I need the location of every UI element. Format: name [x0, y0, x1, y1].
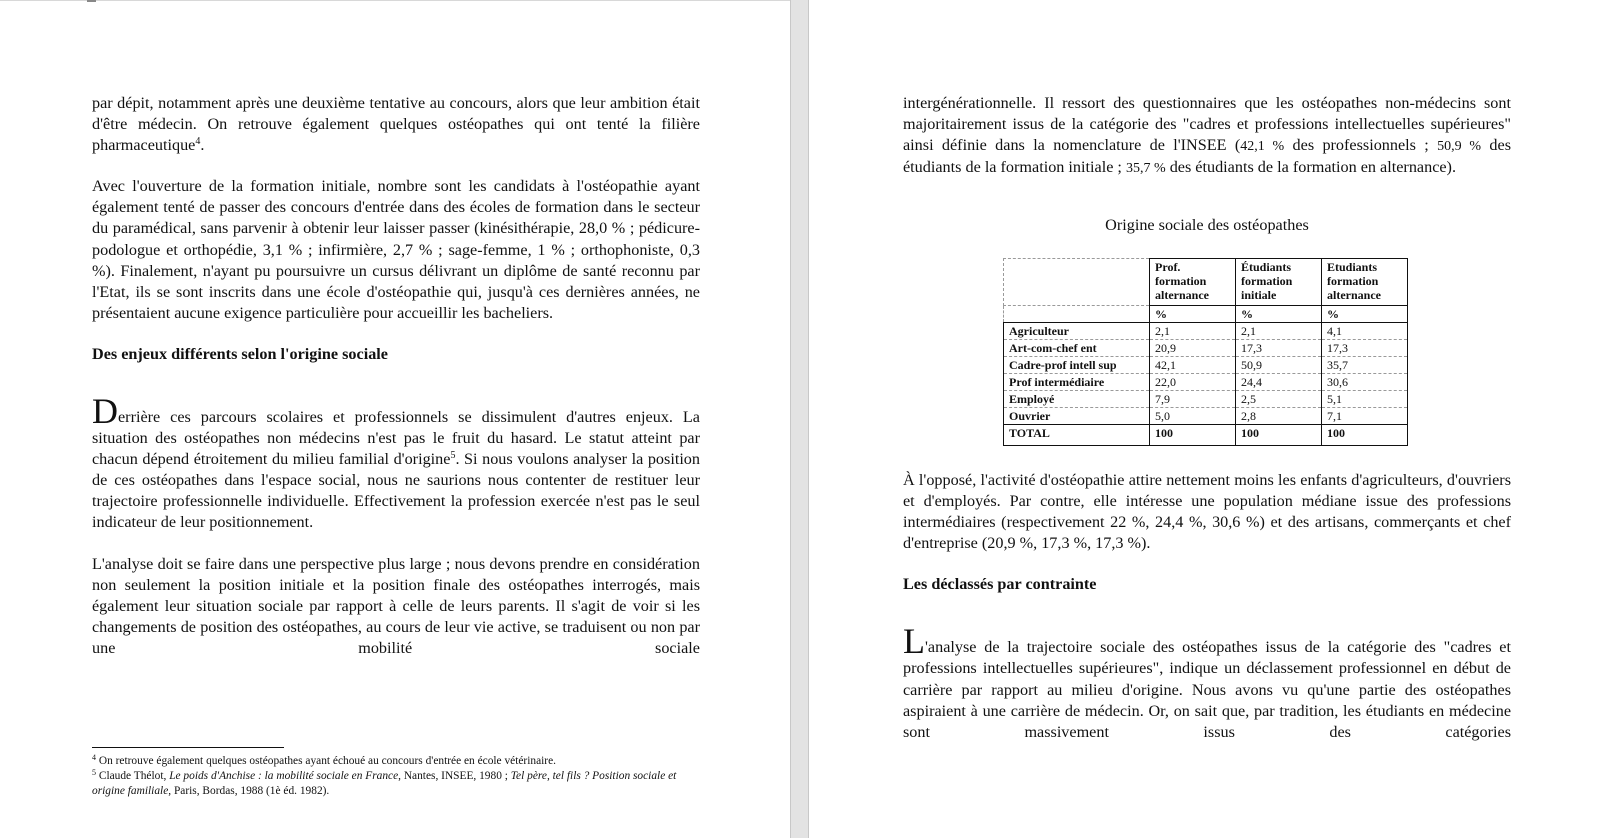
- cell-value: 7,9: [1150, 391, 1236, 408]
- paragraph: [903, 621, 1511, 742]
- footnote-text: On retrouve également quelques ostéopathes ayant échoué au concours d'entrée en école vétérinaire.: [96, 755, 557, 767]
- row-label: Agriculteur: [1004, 323, 1150, 340]
- table-row: [1004, 340, 1408, 357]
- cell-value: 7,1: [1322, 408, 1408, 425]
- row-label: Employé: [1004, 391, 1150, 408]
- paragraph-text: des étudiants de la formation initiale ;: [903, 136, 1512, 177]
- paragraph-text: errière ces parcours scolaires et professionnels se dissimulent d'autres enjeux. La situation des ostéopathes non médecins n'est pas le fruit du hasard. Le statut atteint par chacun dépend étroitement du milieu familial d'origine: [92, 407, 700, 469]
- row-label: Cadre-prof intell sup: [1004, 357, 1150, 374]
- column-header: Étudiants formation initiale: [1236, 259, 1322, 306]
- paragraph: À l'opposé, l'activité d'ostéopathie attire nettement moins les enfants d'agriculteurs, d'ouvriers et d'employés. Par contre, elle intéresse une population médiane issue des professions intermédiaires (respectivement 22 %, 24,4 %, 30,6 %) et des artisans, commerçants et chef d'entreprise (20,9 %, 17,3 %, 17,3 %).: [903, 471, 1511, 553]
- drop-cap: L: [903, 621, 925, 662]
- cell-value: 35,7: [1322, 357, 1408, 374]
- cell-value: 100: [1150, 425, 1236, 446]
- paragraph: [92, 93, 700, 156]
- cell-value: 2,1: [1150, 323, 1236, 340]
- table-row: [1004, 323, 1408, 340]
- cell-value: 2,5: [1236, 391, 1322, 408]
- unit-cell: %: [1236, 306, 1322, 323]
- column-header: Etudiants formation alternance: [1322, 259, 1408, 306]
- cell-value: 100: [1236, 425, 1322, 446]
- unit-cell: %: [1322, 306, 1408, 323]
- column-header: Prof. formation alternance: [1150, 259, 1236, 306]
- row-label: Prof intermédiaire: [1004, 374, 1150, 391]
- paragraph-text: .: [200, 136, 205, 155]
- book-title: Le poids d'Anchise : la mobilité sociale en France: [169, 770, 399, 782]
- cell-value: 2,8: [1236, 408, 1322, 425]
- paragraph-text: par dépit, notamment après une deuxième tentative au concours, alors que leur ambition était d'être médecin. On retrouve également quelques ostéopathes qui ont tenté la filière pharmaceutique: [92, 94, 700, 155]
- row-label: Ouvrier: [1004, 408, 1150, 425]
- cell-value: 20,9: [1150, 340, 1236, 357]
- cell-value: 17,3: [1236, 340, 1322, 357]
- stat-value: 50,9 %: [1437, 139, 1482, 155]
- cell-value: 17,3: [1322, 340, 1408, 357]
- footnote-ref-5[interactable]: 5: [450, 450, 456, 462]
- table-title: Origine sociale des ostéopathes: [1105, 216, 1309, 234]
- table-header-row: [1004, 259, 1408, 306]
- paragraph-text: des professionnels ;: [1284, 136, 1438, 155]
- cell-value: 42,1: [1150, 357, 1236, 374]
- table-row: [1004, 408, 1408, 425]
- table-row: [1004, 374, 1408, 391]
- footnote-4: [92, 754, 702, 769]
- cell-value: 5,0: [1150, 408, 1236, 425]
- text-column: [92, 93, 700, 659]
- drop-cap: D: [92, 390, 118, 431]
- cell-value: 30,6: [1322, 374, 1408, 391]
- table-row: [1004, 391, 1408, 408]
- paragraph-text: intergénérationnelle. Il ressort des questionnaires que les ostéopathes non-médecins sont majoritairement issus de la catégorie des "cadres et professions intellectuelles supérieures" ainsi définie dans la nomenclature de l'INSEE (: [903, 94, 1511, 155]
- ruler-marker: [87, 0, 96, 2]
- table-corner-cell: [1004, 306, 1150, 323]
- row-label: Art-com-chef ent: [1004, 340, 1150, 357]
- table-unit-row: [1004, 306, 1408, 323]
- cell-value: 22,0: [1150, 374, 1236, 391]
- page-top-edge: [0, 0, 790, 1]
- table-caption-wrap: [903, 215, 1511, 236]
- cell-value: 2,1: [1236, 323, 1322, 340]
- document-page-left: [0, 0, 790, 838]
- footnotes: [92, 754, 702, 799]
- footnote-5: [92, 769, 702, 799]
- footnote-separator: [92, 747, 284, 748]
- table-row: [1004, 357, 1408, 374]
- row-label: TOTAL: [1004, 425, 1150, 446]
- footnote-number: 5: [92, 768, 96, 777]
- paragraph: [903, 93, 1511, 179]
- section-heading: Des enjeux différents selon l'origine sociale: [92, 344, 388, 363]
- text-column: [903, 93, 1511, 179]
- cell-value: 5,1: [1322, 391, 1408, 408]
- social-origin-table: [1003, 258, 1408, 446]
- footnote-text: , Paris, Bordas, 1988 (1è éd. 1982).: [168, 785, 330, 797]
- paragraph: Avec l'ouverture de la formation initiale, nombre sont les candidats à l'ostéopathie ayant également tenté de passer des concours d'entrée dans des écoles de formation dans le secteur du paramédical, sans parvenir à obtenir leur laisser passer (kinésithérapie, 28,0 % ; pédicure-podologue et orthopédie, 3,1 % ; infirmière, 2,7 % ; sage-femme, 1 % ; orthophoniste, 0,3 %). Finalement, n'ayant pu poursuivre un cursus délivrant un diplôme de santé reconnu par l'Etat, ils se sont inscrits dans une école d'ostéopathie qui, jusqu'à ces dernières années, ne présentaient aucune exigence particulière pour accueillir les bacheliers.: [92, 177, 700, 322]
- table-corner-cell: [1004, 259, 1150, 306]
- stat-value: 42,1 %: [1240, 139, 1285, 155]
- text-column-lower: [903, 470, 1511, 743]
- paragraph-text: . Si nous voulons analyser la position de ces ostéopathes dans l'espace social, nous ne saurions nous contenter de restituer leur trajectoire professionnelle individuelle. Effectivement la profession exercée n'est pas le seul indicateur de leur positionnement.: [92, 450, 700, 532]
- footnote-ref-4[interactable]: 4: [195, 136, 201, 148]
- cell-value: 24,4: [1236, 374, 1322, 391]
- paragraph-text: 'analyse de la trajectoire sociale des ostéopathes issus de la catégorie des "cadres et professions intellectuelles supérieures", indique un déclassement professionnel en début de carrière par rapport au milieu d'origine. Nous avons vu qu'une partie des ostéopathes aspiraient à une carrière de médecin. Or, on sait que, par tradition, les étudiants en médecine sont massivement issus des catégories: [903, 638, 1511, 741]
- footnote-text: Claude Thélot,: [96, 770, 170, 782]
- paragraph-text: des étudiants de la formation en alternance).: [1165, 158, 1456, 177]
- paragraph: L'analyse doit se faire dans une perspective plus large ; nous devons prendre en considération non seulement la position initiale et la position finale des ostéopathes interrogés, mais également leur situation sociale par rapport à celle de leurs parents. Il s'agit de voir si les changements de position des ostéopathes, au cours de leur vie active, se traduisent ou non par une mobilité sociale: [92, 554, 700, 657]
- paragraph: [92, 390, 700, 534]
- footnote-text: , Nantes, INSEE, 1980 ;: [398, 770, 511, 782]
- footnote-number: 4: [92, 753, 96, 762]
- cell-value: 50,9: [1236, 357, 1322, 374]
- book-title: Tel père, tel fils ? Position sociale et origine familiale: [92, 770, 677, 797]
- table-total-row: [1004, 425, 1408, 446]
- cell-value: 4,1: [1322, 323, 1408, 340]
- unit-cell: %: [1150, 306, 1236, 323]
- stat-value: 35,7 %: [1125, 161, 1166, 177]
- cell-value: 100: [1322, 425, 1408, 446]
- page-separator: [790, 0, 809, 838]
- document-page-right: [809, 0, 1601, 838]
- section-heading: Les déclassés par contrainte: [903, 575, 1097, 594]
